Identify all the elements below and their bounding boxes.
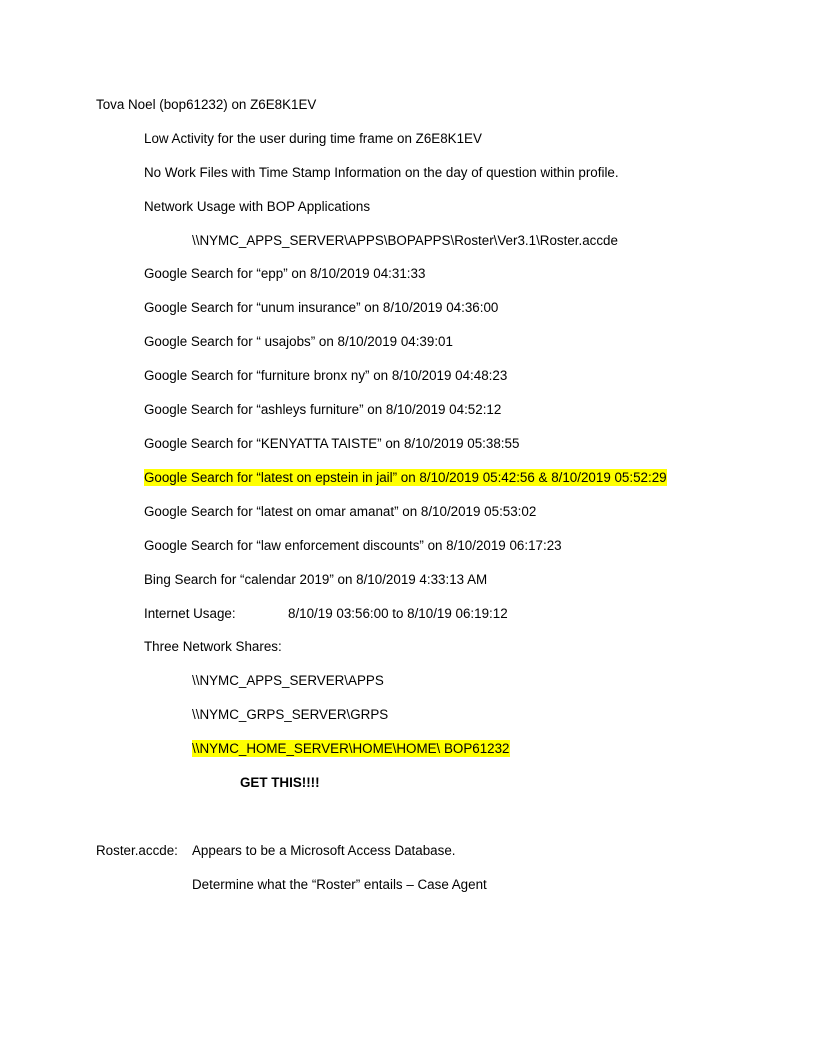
internet-usage-value: 8/10/19 03:56:00 to 8/10/19 06:19:12 [288, 606, 508, 621]
roster-action: Determine what the “Roster” entails – Case Agent [192, 877, 487, 892]
get-this-note: GET THIS!!!! [240, 775, 320, 790]
search-furniture: Google Search for “furniture bronx ny” on 8/10/2019 04:48:23 [144, 368, 508, 383]
roster-label: Roster.accde: [96, 843, 178, 858]
search-law-enforcement: Google Search for “law enforcement discounts” on 8/10/2019 06:17:23 [144, 538, 562, 553]
share-apps: \\NYMC_APPS_SERVER\APPS [192, 673, 384, 688]
note-no-work-files: No Work Files with Time Stamp Information on the day of question within profile. [144, 165, 619, 180]
internet-usage-label: Internet Usage: [144, 606, 236, 621]
search-omar: Google Search for “latest on omar amanat” on 8/10/2019 05:53:02 [144, 504, 537, 519]
roster-description: Appears to be a Microsoft Access Database. [192, 843, 456, 858]
bing-search-calendar: Bing Search for “calendar 2019” on 8/10/2019 4:33:13 AM [144, 572, 488, 587]
share-home-highlighted: \\NYMC_HOME_SERVER\HOME\HOME\ BOP61232 [192, 741, 510, 756]
search-epstein-highlighted: Google Search for “latest on epstein in jail” on 8/10/2019 05:42:56 & 8/10/2019 05:52:29 [144, 470, 667, 485]
note-network-usage: Network Usage with BOP Applications [144, 199, 371, 214]
search-unum: Google Search for “unum insurance” on 8/10/2019 04:36:00 [144, 300, 499, 315]
roster-path: \\NYMC_APPS_SERVER\APPS\BOPAPPS\Roster\Ver3.1\Roster.accde [192, 233, 618, 248]
note-low-activity: Low Activity for the user during time frame on Z6E8K1EV [144, 131, 482, 146]
subject-header: Tova Noel (bop61232) on Z6E8K1EV [96, 97, 317, 112]
search-kenyatta: Google Search for “KENYATTA TAISTE” on 8/10/2019 05:38:55 [144, 436, 520, 451]
search-epp: Google Search for “epp” on 8/10/2019 04:31:33 [144, 266, 426, 281]
search-ashleys: Google Search for “ashleys furniture” on 8/10/2019 04:52:12 [144, 402, 502, 417]
search-usajobs: Google Search for “ usajobs” on 8/10/2019 04:39:01 [144, 334, 453, 349]
network-shares-heading: Three Network Shares: [144, 639, 282, 654]
share-grps: \\NYMC_GRPS_SERVER\GRPS [192, 707, 389, 722]
